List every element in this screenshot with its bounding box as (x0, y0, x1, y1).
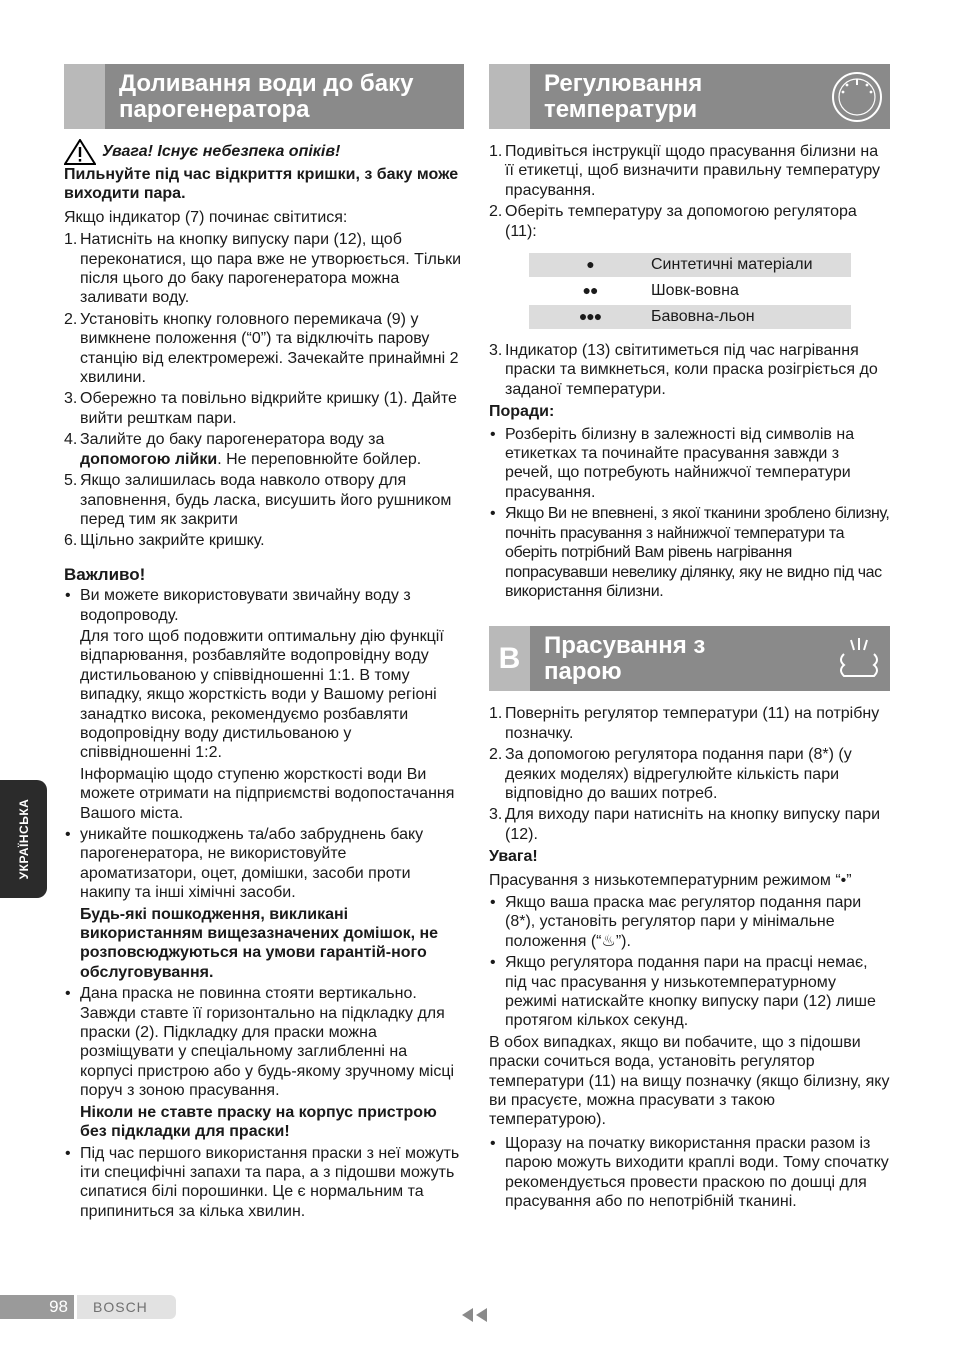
section-header-water (64, 64, 464, 129)
final-list (489, 1134, 890, 1212)
temperature-table (529, 253, 851, 329)
both-cases-text: В обох випадках, якщо ви побачите, що з підошви праски сочиться вода, установіть регулятор температури (11) на вищу позначку (якщо білизну, яку ви прасуєте, можна прасувати з такою температурою). (489, 1033, 890, 1129)
caution-intro: Прасування з низькотемпературним режимом “•” (489, 871, 852, 889)
language-label: УКРАЇНСЬКА (16, 798, 31, 880)
temperature-step-3 (489, 341, 890, 399)
warning-title: Увага! Існує небезпека опіків! (102, 143, 341, 161)
list-item: 2. Установіть кнопку головного перемикача (9) у вимкнене положення (“0”) та відключіть парову станцію від електромережі. Зачекайте принаймні 2 хвилини. (64, 310, 459, 387)
section-letter-b: B (489, 626, 530, 691)
tips-title: Поради: (489, 403, 555, 421)
section-title-steam: Прасування з парою (544, 631, 706, 685)
list-item: 2. За допомогою регулятора подання пари (8*) (у деяких моделях) відрегулюйте кількість пари відповідно до ваших потреб. (489, 746, 852, 802)
list-item: • Дана праска не повинна стояти вертикально. Завжди ставте її горизонтально на підкладку для праски (2). Підкладку для праски можна розміщувати у спеціальному заглибленні на корпусі пристрою або у будь-якому зручному місці поруч з зоною прасування. Ніколи не ставте праску на корпус пристрою без підкладки для праски! (65, 985, 455, 1141)
list-item: • Щоразу на початку використання праски разом із парою можуть виходити краплі води. Тому спочатку рекомендується провести праскою по дошці для прасування або по непотрібній тканині. (490, 1134, 889, 1211)
language-tab (0, 780, 47, 898)
temperature-dial-icon (830, 70, 884, 124)
warning-triangle-icon (64, 139, 96, 165)
list-item: 3. Індикатор (13) світитиметься під час нагрівання праски та вимкнеться, коли праска розігріється до заданої температури. (489, 342, 878, 398)
steam-icon (834, 632, 884, 684)
section-header-temperature (489, 64, 890, 129)
caution-list (489, 893, 890, 1031)
list-item: • Якщо Ви не впевнені, з якої тканини зроблено білизну, почніть прасування з найнижчої температури та оберіть потрібний Вам рівень нагрівання попрасувавши невелику ділянку, яку не видно під час використання білизни. (490, 505, 890, 600)
caution-title: Увага! (489, 848, 538, 866)
right-column (489, 64, 890, 1213)
back-arrows-icon[interactable] (462, 1308, 490, 1322)
list-item: 4. Залийте до баку парогенератора воду за допомогою лійки. Не переповнюйте бойлер. (64, 431, 422, 468)
brand-label: BOSCH (77, 1295, 176, 1319)
table-row: ● Синтетичні матеріали (529, 253, 851, 277)
list-item: • Якщо регулятора подання пари на прасці немає, під час прасування у низькотемпературному режимі натискайте кнопку випуску пари (12) лише протягом кількох секунд. (490, 954, 876, 1030)
list-item: 6. Щільно закрийте кришку. (64, 532, 265, 550)
section-header-steam (489, 626, 890, 691)
list-item: 3. Для виходу пари натисніть на кнопку випуску пари (12). (489, 806, 881, 843)
left-column (64, 64, 464, 1223)
water-steps (64, 230, 464, 551)
list-item: • Якщо ваша праска має регулятор подання пари (8*), установіть регулятор пари у мінімальне положення (“♨”). (490, 893, 862, 950)
section-title-temperature: Регулювання температури (544, 69, 703, 123)
list-item: • уникайте пошкоджень та/або забруднень баку парогенератора, не використовуйте ароматизатори, оцет, домішки, засоби проти накипу та інші хімічні засоби. Будь-які пошкодження, викликані використанням вищезазначених домішок, не розповсюджуються на умови гарантій-ного обслуговування. (65, 826, 439, 981)
list-item: 1. Натисніть на кнопку випуску пари (12), щоб переконатися, що пара вже не утворюється. Тільки після цього до баку парогенератора можна заливати воду. (64, 231, 462, 307)
list-item: 1. Подивіться інструкції щодо прасування білизни на її етикетці, щоб визначити правильну температуру прасування. (489, 143, 881, 199)
tips-list (489, 425, 890, 602)
list-item: 3. Обережно та повільно відкрийте кришку (1). Дайте вийти решткам пари. (64, 390, 457, 427)
warning-line (64, 139, 464, 165)
list-item: • Ви можете використовувати звичайну воду з водопроводу. Для того щоб подовжити оптимальну дію функції відпарювання, розбавляйте водопровідну воду дистильованою у співвідношенні 1:1. В тому випадку, якщо жорсткість води у Вашому регіоні занадтко висока, рекомендуємо розбавляти водопровідну воду дистильованою у співвідношенні 1:2. Інформацію щодо ступеню жорсткості води Ви можете отримати на підприємстві водопостачання Вашого міста. (65, 587, 455, 822)
list-item: 1. Поверніть регулятор температури (11) на потрібну позначку. (489, 705, 880, 742)
intro-text: Якщо індикатор (7) починає світитися: (64, 208, 348, 226)
temperature-steps (489, 142, 890, 241)
steam-steps (489, 704, 890, 844)
list-item: • Розберіть білизну в залежності від символів на етикетках та починайте прасування завжди з речей, що потребують найнижчої температури прасування. (490, 425, 855, 501)
header-square (489, 64, 530, 129)
list-item: 2. Оберіть температуру за допомогою регулятора (11): (489, 203, 857, 240)
table-row: ●● Шовк-вовна (582, 282, 739, 300)
important-title: Важливо! (64, 564, 146, 584)
page-number: 98 (0, 1295, 74, 1319)
important-bullets (64, 586, 464, 1221)
warning-text: Пильнуйте під час відкриття кришки, з баку може виходити пара. (64, 166, 459, 203)
list-item: • Під час першого використання праски з неї можуть іти специфічні запахи та пара, а з підошви можуть сипатися білі порошинки. Це є нормальним та припиниться за кілька хвилин. (65, 1144, 460, 1220)
section-title-water: Доливання води до баку парогенератора (119, 69, 414, 123)
table-row: ●●● Бавовна-льон (529, 305, 851, 329)
list-item: 5. Якщо залишилась вода навколо отвору для заповнення, будь ласка, висушить його рушником перед тим як закрити (64, 472, 452, 528)
header-square (64, 64, 105, 129)
